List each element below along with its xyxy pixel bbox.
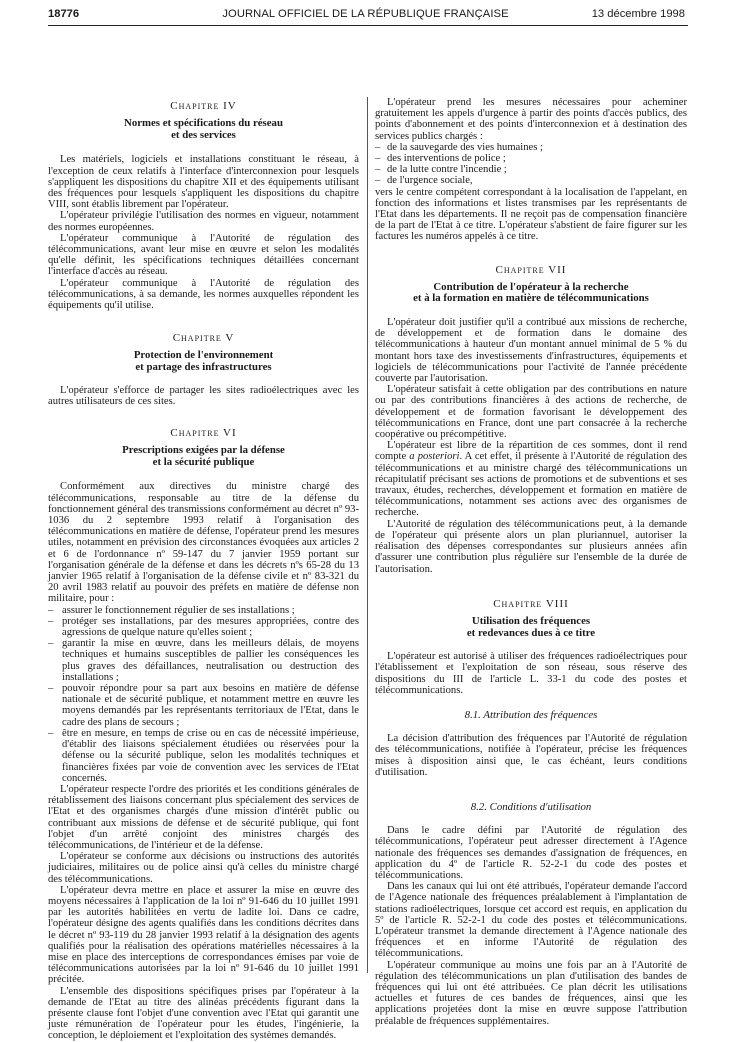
emergency-list — [375, 142, 687, 187]
list-item: – assurer le fonctionnement régulier de ses installations ; — [48, 605, 359, 616]
paragraph: L'opérateur satisfait à cette obligation par des contributions en nature ou par des contributions financières à des actions de recherche, de développement et de formation favorisant le développement des télécommunications en France, dont une part consacrée à la recherche coopérative ou précompétitive. — [375, 384, 687, 441]
paragraph: L'opérateur est autorisé à utiliser des fréquences radioélectriques pour l'établissement et l'exploitation de son réseau, sous réserve des dispositions du III de l'article L. 33-1 du code des postes et télécommunications. — [375, 651, 687, 696]
list-item: – de la sauvegarde des vies humaines ; — [375, 142, 687, 153]
chapter-7 — [375, 265, 687, 575]
chapter-heading: Chapitre V — [172, 332, 235, 345]
page-number: 18776 — [48, 8, 80, 20]
header-rule — [48, 25, 688, 26]
column-divider — [367, 97, 368, 973]
chapter-title: et redevances dues à ce titre — [466, 626, 596, 639]
chapter-title: Utilisation des fréquences — [471, 614, 591, 627]
paragraph: L'ensemble des dispositions spécifiques prises par l'opérateur à la demande de l'Etat au titre des alinéas précédents figurant dans la présente clause font l'objet d'une convention avec l'Etat qui garantit une juste rémunération de l'opérateur pour les études, l'ingénierie, la conception, le déploiement et l'exploitation des systèmes demandés. — [48, 985, 359, 1042]
paragraph: Conformément aux directives du ministre chargé des télécommunications, responsable au titre de la défense du fonctionnement général des transmissions conformément au décret nº 93-1036 du 2 septembre 1993 relatif à l'organisation des télécommunications en matière de défense, l'opérateur prend les mesures utiles, notamment en prévision des circonstances évoquées aux articles 2 et 6 de l'ordonnance nº 59-147 du 7 janvier 1959 portant sur l'organisation générale de la défense et dans les décrets nºs 65-28 du 13 janvier 1965 relatif à l'organisation de la défense civile et nº 83-321 du 20 avril 1983 relatif au pouvoir des préfets en matière de défense non militaire, pour : — [48, 481, 359, 605]
list-item: – pouvoir répondre pour sa part aux besoins en matière de défense nationale et de sécurité publique, et notamment mettre en œuvre les moyens demandés par les représentants territoriaux de l'Etat, dans le cadre des plans de secours ; — [48, 683, 359, 728]
publication-date: 13 décembre 1998 — [591, 8, 685, 20]
chapter-title: Protection de l'environnement — [133, 349, 274, 362]
paragraph: Les matériels, logiciels et installations constituant le réseau, à l'exception de ceux relatifs à l'interface d'interconnexion pour lesquels s'appliquent les dispositions du chapitre XII et des équipements utilisant des fréquences pour lesquels s'appliquent les dispositions du chapitre VIII, sont établis librement par l'opérateur. — [48, 154, 359, 211]
chapter-title: et partage des infrastructures — [135, 361, 272, 374]
paragraph: La décision d'attribution des fréquences par l'Autorité de régulation des télécommunications, notifiée à l'opérateur, précise les fréquences mises à disposition ainsi que, le cas échéant, leurs conditions d'utilisation. — [375, 733, 687, 778]
chapter-5 — [48, 333, 359, 407]
paragraph: L'opérateur privilégie l'utilisation des normes en vigueur, notamment des normes européennes. — [48, 210, 359, 233]
text-run: . A cet effet, il présente à l'Autorité de régulation des télécommunications et au ministre chargé des télécommunications un récapitulatif précisant ses actions de promotions et de subventions et ses travaux, études, recherches, développement et formation en matière de télécommunications, notamment ses actions avec des organismes de recherche. — [375, 451, 687, 519]
chapter-title: et des services — [171, 128, 236, 141]
chapter-title: et à la formation en matière de télécommunications — [413, 292, 649, 305]
chapter-6 — [48, 428, 359, 1042]
chapter-4 — [48, 101, 359, 311]
chapter-heading: Chapitre VII — [495, 263, 567, 276]
list-item: – être en mesure, en temps de crise ou en cas de nécessité impérieuse, d'établir des liaisons spécialement étudiées ou réservées pour la défense ou la sécurité publique, selon les modalités techniques et financières fixées par voie de convention avec les services de l'Etat concernés. — [48, 728, 359, 784]
italic-term: a posteriori — [409, 451, 460, 463]
list-item: – protéger ses installations, par des mesures appropriées, contre des agressions de quelque nature qu'elles soient ; — [48, 616, 359, 638]
chapter-8 — [375, 599, 687, 1027]
list-item: – de la lutte contre l'incendie ; — [375, 164, 687, 175]
list-item: – garantir la mise en œuvre, dans les meilleurs délais, de moyens techniques et humains susceptibles de pallier les conséquences les plus graves des défaillances, neutralisation ou destruction des installations ; — [48, 638, 359, 683]
text-run: L'opérateur est libre de la répartition de ces sommes, dont il rend compte — [375, 440, 687, 463]
paragraph: vers le centre compétent correspondant à la localisation de l'appelant, en fonction des informations et listes transmises par les représentants de l'Etat dans les départements. Il ne reçoit pas de compensation financière de la part de l'Etat à ce titre. L'opérateur s'abstient de faire figurer sur les factures les numéros appelés à ce titre. — [375, 186, 687, 243]
right-column — [375, 97, 687, 1027]
paragraph: L'opérateur communique à l'Autorité de régulation des télécommunications, à sa demande, les normes auxquelles répondent les équipements qu'il utilise. — [48, 277, 359, 312]
list-item: – de l'urgence sociale, — [375, 175, 687, 186]
left-column — [48, 101, 359, 1042]
paragraph: L'opérateur communique au moins une fois par an à l'Autorité de régulation des télécommunications un plan d'utilisation des bandes de fréquences qui lui ont été attribuées. Ce plan décrit les utilisations actuelles et futures de ces bandes de fréquences, ainsi que les applications projetées dont la mise en œuvre suppose l'attribution préalable de fréquences supplémentaires. — [375, 959, 687, 1027]
paragraph — [375, 440, 687, 518]
defense-list — [48, 605, 359, 784]
paragraph: L'Autorité de régulation des télécommunications peut, à la demande de l'opérateur qui présente alors un plan pluriannuel, autoriser la réalisation des dépenses correspondantes sur plusieurs années afin d'assurer une contribution plus régulière sur l'ensemble de la durée de l'autorisation. — [375, 518, 687, 575]
paragraph: Dans le cadre défini par l'Autorité de régulation des télécommunications, l'opérateur peut adresser directement à l'Agence nationale des fréquences ses demandes d'assignation de fréquences, en application du 4º de l'article R. 52-2-1 du code des postes et télécommunications. — [375, 825, 687, 881]
journal-title: JOURNAL OFFICIEL DE LA RÉPUBLIQUE FRANÇAISE — [222, 8, 509, 20]
paragraph: L'opérateur doit justifier qu'il a contribué aux missions de recherche, de développement et de formation dans le domaine des télécommunications à hauteur d'un montant annuel minimal de 5 % du montant hors taxe des investissements d'infrastructures, équipements et logiciels de télécommunications pour l'activité de l'année précédente couverte par l'autorisation. — [375, 317, 687, 385]
chapter-heading: Chapitre IV — [170, 100, 237, 112]
paragraph: L'opérateur communique à l'Autorité de régulation des télécommunications, avant leur mise en œuvre et selon les modalités qu'elle définit, les spécifications techniques détaillées concernant l'interface d'accès au réseau. — [48, 232, 359, 278]
paragraph: L'opérateur devra mettre en place et assurer la mise en œuvre des moyens nécessaires à l'application de la loi nº 91-646 du 10 juillet 1991 par les autorités habilitées en vertu de ladite loi. Dans ce cadre, l'opérateur désigne des agents qualifiés dans les conditions décrites dans le décret nº 93-119 du 28 janvier 1993 relatif à la désignation des agents qualifiés pour la réalisation des opérations matérielles nécessaires à la mise en place des interceptions de correspondances émises par voie de télécommunications autorisées par la loi nº 91-646 du 10 juillet 1991 précitée. — [48, 884, 359, 986]
paragraph: L'opérateur s'efforce de partager les sites radioélectriques avec les autres utilisateurs de ces sites. — [48, 384, 359, 407]
paragraph: L'opérateur prend les mesures nécessaires pour acheminer gratuitement les appels d'urgence à partir des points d'accès publics, des points d'abonnement et des points d'interconnexion et à destination des services publics chargés : — [375, 97, 687, 142]
subsection-heading: 8.2. Conditions d'utilisation — [470, 800, 592, 813]
paragraph: L'opérateur se conforme aux décisions ou instructions des autorités judiciaires, militaires ou de police ainsi qu'à celles du ministre chargé des télécommunications. — [48, 851, 359, 885]
paragraph: Dans les canaux qui lui ont été attribués, l'opérateur demande l'accord de l'Agence nationale des fréquences préalablement à l'implantation de stations radioélectriques, lorsque cet accord est requis, en application du 5º de l'article R. 52-2-1 du code des postes et télécommunications. L'opérateur transmet la demande directement à l'Agence nationale des fréquences et en informe l'Autorité de régulation des télécommunications. — [375, 881, 687, 960]
chapter-title: Normes et spécifications du réseau — [124, 117, 283, 130]
list-item: – des interventions de police ; — [375, 153, 687, 164]
chapter-title: et la sécurité publique — [152, 455, 255, 468]
emergency-calls — [375, 97, 687, 243]
chapter-heading: Chapitre VI — [170, 427, 237, 440]
paragraph: L'opérateur respecte l'ordre des priorités et les conditions générales de rétablissement des liaisons concernant plus spécialement des services de l'Etat et des organismes chargés d'une mission d'intérêt public ou contribuant aux missions de défense et de sécurité publique, qui font l'objet d'un arrêté conjoint des ministres chargés des télécommunications, de l'intérieur et de la défense. — [48, 783, 359, 851]
chapter-title: Contribution de l'opérateur à la recherche — [433, 280, 629, 293]
chapter-title: Prescriptions exigées par la défense — [122, 444, 285, 457]
subsection-heading: 8.1. Attribution des fréquences — [464, 708, 598, 721]
chapter-heading: Chapitre VIII — [493, 597, 569, 610]
